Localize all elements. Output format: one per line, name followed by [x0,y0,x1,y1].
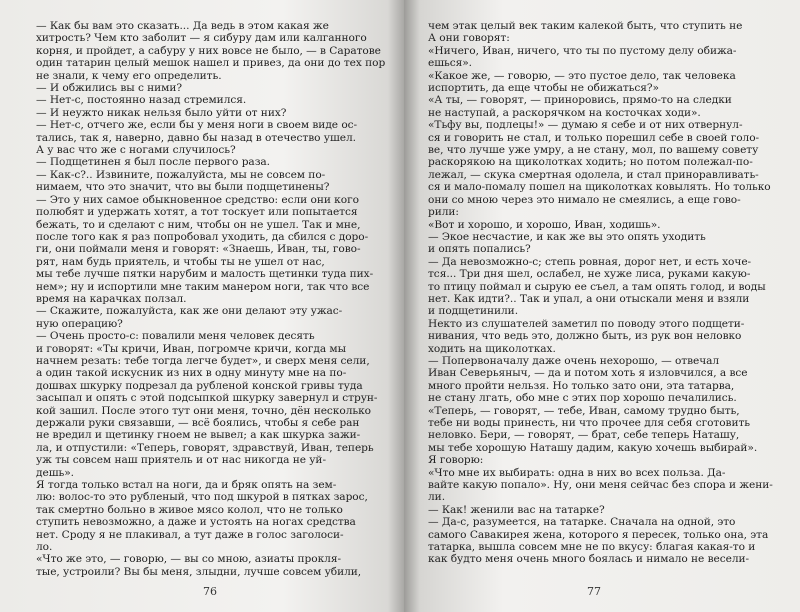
text-line: ли. [428,491,446,504]
text-line: — Подщетинен я был после первого раза. [36,156,271,169]
text-line: как будто меня очень много боялась и нимало не весели- [428,553,750,566]
text-line: ла, и отпустили: «Теперь, говорят, здравствуй, Иван, теперь [36,441,374,454]
page-number-right: 77 [587,585,601,598]
text-line: «Какое же, — говорю, — это пустое дело, так человека [428,69,736,82]
text-line: ходить на щиколотках. [428,342,556,355]
text-line: «Теперь, — говорят, — тебе, Иван, самому трудно быть, [428,404,740,417]
text-line: — Очень просто-с: повалили меня человек десять [36,330,315,343]
text-line: испортить, да еще чтобы не обижаться?» [428,82,659,95]
text-line: А они говорят: [428,32,510,45]
text-line: «Тьфу вы, подлецы!» — думаю я себе и от них отвернул- [428,119,743,132]
page-number-left: 76 [203,585,217,598]
text-line: Иван Северьяныч, — да и потом хоть я изловчился, а все [428,367,748,380]
text-line: не вредил и щетинку гноем не вывел; а как шкурка зажи- [36,429,361,442]
text-line: ги, они поймали меня и говорят: «Знаешь, Иван, ты, гово- [36,243,361,256]
text-line: не стану лгать, обо мне с этих пор хорошо печалились. [428,392,737,405]
text-line: — И неужто никак нельзя было уйти от них? [36,106,287,119]
text-line: татарка, вышла совсем мне не по вкусу: благая какая-то и [428,541,756,554]
text-line: нем»; ну и испортили мне таким манером ноги, так что все [36,280,370,293]
text-line: много пройти нельзя. Но только зато они, эта татарва, [428,379,735,392]
text-line: мы тебе хорошую Наташу дадим, какую хочешь выбирай». [428,441,758,454]
text-line: Некто из слушателей заметил по поводу этого подщети- [428,317,745,330]
text-line: нимаем, что это значит, что вы были подщетинены? [36,181,330,194]
text-line: — Нет-с, постоянно назад стремился. [36,94,247,107]
text-line: — Как! женили вас на татарке? [428,503,605,516]
text-line: раскорякою на щиколотках ходить; но потом полежал-по- [428,156,753,169]
text-line: лежал, — скука смертная одолела, и стал приноравливать- [428,168,759,181]
text-line: то птицу поймал и сырую ее съел, а там опять голод, и воды [428,280,766,293]
text-line: и подщетинили. [428,305,519,318]
text-line: начнем резать: тебе тогда легче будет», и сверх меня сели, [36,354,370,367]
text-line: чем этак целый век таким калекой быть, что ступить не [428,20,743,32]
text-line: держали руки связавши, — всё боялись, чтобы я себе ран [36,417,360,429]
text-line: нет. Сроду я не плакивал, а тут даже в голос заголоси- [36,528,344,541]
text-line: тались, так я, наверно, давно бы назад в отечество ушел. [36,131,356,144]
text-line: они со мною через это нимало не смеялись, а еще гово- [428,193,741,206]
text-line: вайте какую попало». Ну, они меня сейчас без спора и жени- [428,479,773,492]
text-line: тые, устроили? Вы бы меня, злыдни, лучше совсем убили, [36,565,362,578]
text-line: засыпал и опять с этой подсыпкой шкурку завернул и струн- [36,392,378,405]
text-line: мы тебе лучше пятки нарубим и малость щетинки туда пих- [36,268,374,281]
text-line: — Экое несчастие, и как же вы это опять уходить [428,230,706,243]
text-line: тся... Три дня шел, ослабел, не хуже лиса, руками какую- [428,268,751,281]
text-line: после того как я раз попробовал уходить, да сбился с доро- [36,230,369,243]
text-line: и опять попались? [428,243,531,256]
text-line: Я говорю: [428,454,484,467]
text-line: полюбят и удержать хотят, а тот тоскует или попытается [36,206,358,219]
text-line: уж ты совсем наш приятель и от нас никогда не уй- [36,454,326,467]
text-line: ло. [36,541,53,554]
text-line: нет. Как идти?.. Так и упал, а они отыскали меня и взяли [428,292,750,305]
left-page-text [36,20,392,578]
text-line: ную операцию? [36,317,123,330]
text-line: — Нет-с, отчего же, если бы у меня ноги в своем виде ос- [36,119,358,132]
text-line: а один такой искусник из них в одну минуту мне на по- [36,367,347,380]
text-line: — И обжились вы с ними? [36,82,183,95]
right-page [404,0,800,612]
text-line: корня, и пройдет, а сабуру у них вовсе не было, — в Саратове [36,44,381,57]
text-line: «Ничего, Иван, ничего, что ты по пустому делу обижа- [428,44,737,57]
text-line: ешься». [428,57,473,70]
text-line: — Попервоначалу даже очень нехорошо, — отвечал [428,354,720,367]
text-line: не наступай, а раскорячком на косточках ходи». [428,106,701,119]
text-line: — Да невозможно-с; степь ровная, дорог нет, и есть хоче- [428,255,752,268]
text-line: Я тогда только встал на ноги, да и бряк опять на зем- [36,479,337,492]
text-line: ве, что лучше уже умру, а не стану, мол, по вашему совету [428,144,759,157]
text-line: лю: волос-то это рубленый, что под шкурой в пятках зарос, [36,491,368,504]
text-line: один татарин целый мешок нашел и привез, да они до тех пор [36,57,386,70]
text-line: ся и говорить не стал, и только порешил себе в своей голо- [428,131,760,144]
text-line: время на карачках ползал. [36,292,187,305]
text-line: «Вот и хорошо, и хорошо, Иван, ходишь». [428,218,661,231]
text-line: и говорят: «Ты кричи, Иван, погромче кричи, когда мы [36,342,347,355]
text-line: — Как бы вам это сказать... Да ведь в этом какая же [36,20,329,32]
text-line: — Это у них самое обыкновенное средство: если они кого [36,193,359,206]
text-line: А у вас что же с ногами случилось? [36,144,236,157]
text-line: кой зашил. После этого тут они меня, точно, дён несколько [36,404,372,417]
text-line: неловко. Бери, — говорят, — брат, себе теперь Наташу, [428,429,740,442]
text-line: ся и мало-помалу пошел на щиколотках ковылять. Но только [428,181,771,194]
text-line: «Что же это, — говорю, — вы со мною, азиаты прокля- [36,553,341,566]
text-line: хитрость? Чем кто заболит — я сибуру дам или калганного [36,32,367,45]
text-line: не знали, к чему его определить. [36,69,222,82]
text-line: рят, нам будь приятель, и чтобы ты не ушел от нас, [36,255,325,268]
text-line: — Скажите, пожалуйста, как же они делают эту ужас- [36,305,343,318]
text-line: ступить невозможно, а даже и устоять на ногах средства [36,516,356,529]
text-line: самого Савакирея жена, которого я пересек, только она, эта [428,528,769,541]
text-line: бежать, то и сделают с ним, чтобы он не ушел. Так и мне, [36,218,361,231]
text-line: дешь». [36,466,74,479]
right-page-text [428,20,780,566]
text-line: тебе ни воды принесть, ни что прочее для себя сготовить [428,417,750,429]
text-line: «А ты, — говорят, — приноровись, прямо-то на следки [428,94,732,107]
text-line: рили: [428,206,459,219]
text-line: — Как-с?.. Извините, пожалуйста, мы не совсем по- [36,168,326,181]
text-line: так смертно больно в живое мясо колол, что не только [36,503,343,516]
text-line: дошвах шкурку подрезал да рубленой конской гривы туда [36,379,363,392]
text-line: «Что мне их выбирать: одна в них во всех польза. Да- [428,466,726,479]
text-line: нивания, что ведь это, должно быть, из рук вон неловко [428,330,742,343]
text-line: — Да-с, разумеется, на татарке. Сначала на одной, это [428,516,736,529]
